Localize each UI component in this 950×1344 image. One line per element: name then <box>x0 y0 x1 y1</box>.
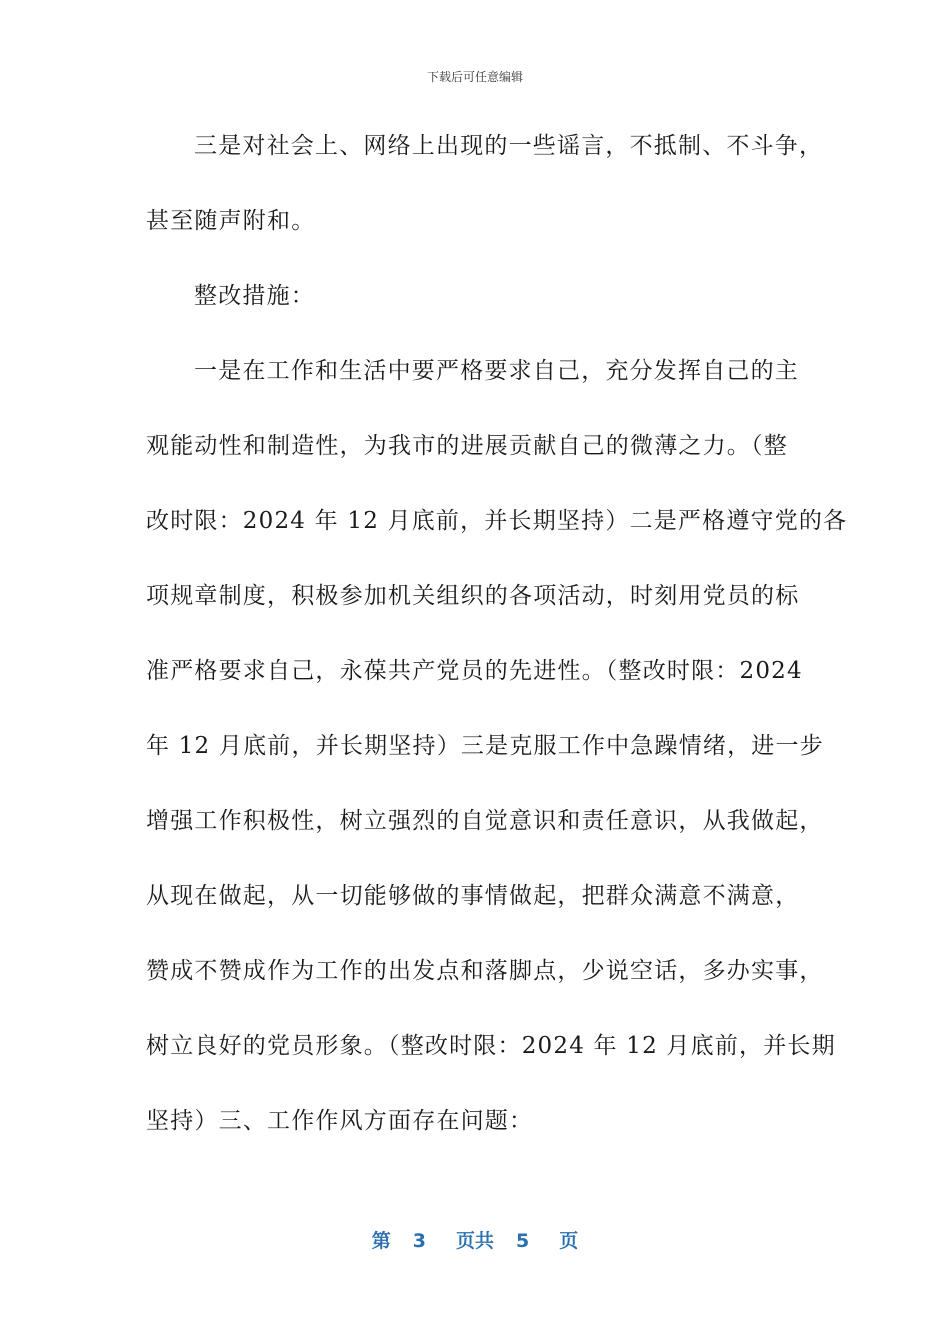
current-page-number: 3 <box>412 1230 426 1252</box>
page-header: 下载后可任意编辑 <box>426 70 523 84</box>
paragraph-line: 改时限：2024 年 12 月底前，并长期坚持）二是严格遵守党的各 <box>146 508 848 534</box>
total-pages-number: 5 <box>516 1230 530 1252</box>
paragraph-line: 观能动性和制造性，为我市的进展贡献自己的微薄之力。（整 <box>146 433 788 459</box>
footer-prefix: 第 <box>371 1230 391 1252</box>
footer-suffix: 页 <box>559 1230 579 1252</box>
paragraph-line: 年 12 月底前，并长期坚持）三是克服工作中急躁情绪，进一步 <box>146 733 824 759</box>
paragraph-line: 增强工作积极性，树立强烈的自觉意识和责任意识，从我做起， <box>146 808 824 834</box>
paragraph-line: 准严格要求自己，永葆共产党员的先进性。（整改时限：2024 <box>146 658 803 684</box>
paragraph-line: 树立良好的党员形象。（整改时限：2024 年 12 月底前，并长期 <box>146 1033 836 1059</box>
paragraph-line: 甚至随声附和。 <box>146 208 316 234</box>
paragraph-line: 三是对社会上、网络上出现的一些谣言，不抵制、不斗争， <box>194 133 824 159</box>
section-heading: 整改措施： <box>194 283 315 309</box>
paragraph-line: 一是在工作和生活中要严格要求自己，充分发挥自己的主 <box>194 358 799 384</box>
paragraph-line: 项规章制度，积极参加机关组织的各项活动，时刻用党员的标 <box>146 583 800 609</box>
footer-middle: 页共 <box>455 1230 494 1252</box>
page-footer <box>0 1226 950 1253</box>
paragraph-line: 坚持）三、工作作风方面存在问题： <box>146 1108 534 1134</box>
paragraph-line: 赞成不赞成作为工作的出发点和落脚点，少说空话，多办实事， <box>146 958 824 984</box>
paragraph-line: 从现在做起，从一切能够做的事情做起，把群众满意不满意， <box>146 883 800 909</box>
